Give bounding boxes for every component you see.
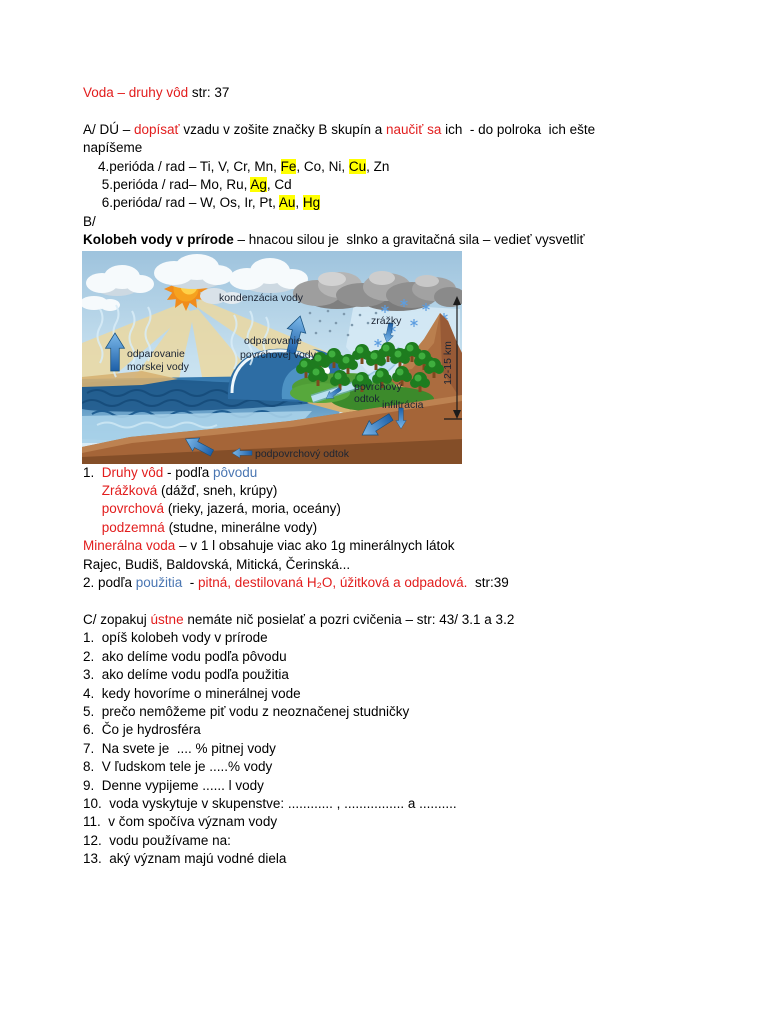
text-segment: Druhy vôd (101, 464, 164, 480)
title-line (83, 84, 731, 102)
label-height-km: 12-15 km (442, 340, 454, 385)
question-9 (83, 777, 731, 795)
text-segment: C/ zopakuj (83, 611, 151, 627)
text-segment: Voda – druhy vôd (83, 85, 189, 100)
text-segment: 1. opíš kolobeh vody v prírode (83, 630, 268, 646)
question-1 (83, 629, 731, 647)
section-c-line (83, 611, 731, 629)
question-12 (83, 832, 731, 850)
label-evaporation-surface-2: povrchovej vody (240, 348, 316, 361)
text-segment: Kolobeh vody v prírode (83, 232, 234, 248)
povrchova-line (83, 500, 731, 518)
text-block-top (83, 84, 731, 250)
text-segment: 6.perióda/ rad – W, Os, Ir, Pt, (83, 195, 279, 211)
text-segment: vzadu v zošite značky B skupín a (179, 121, 386, 137)
text-segment: 7. Na svete je .... % pitnej vody (83, 740, 276, 756)
text-segment: napíšeme (83, 140, 143, 156)
blank-line (83, 593, 731, 611)
text-segment: 10. voda vyskytuje v skupenstve: ............ , ................ a .......... (83, 795, 457, 811)
question-5 (83, 703, 731, 721)
water-cycle-diagram (82, 251, 462, 464)
text-segment: Minerálna voda (83, 538, 176, 554)
text-segment: 5.perióda / rad– Mo, Ru, (83, 177, 251, 193)
text-segment: Ag (250, 177, 267, 193)
text-segment (83, 483, 102, 498)
label-evaporation-sea-1: odparovanie (127, 347, 185, 360)
text-segment: Rajec, Budiš, Baldovská, Mitická, Čerinská... (83, 556, 351, 572)
text-segment: 2. podľa (83, 575, 136, 591)
period-6-line (83, 194, 731, 212)
question-10 (83, 795, 731, 813)
text-segment: ústne (150, 611, 184, 627)
text-segment: (rieky, jazerá, moria, oceány) (164, 501, 341, 517)
text-segment: 8. V ľudskom tele je .....% vody (83, 759, 273, 775)
label-infiltration: infiltrácia (382, 398, 424, 411)
mineralna-line (83, 537, 731, 555)
question-8 (83, 758, 731, 776)
question-3 (83, 666, 731, 684)
druhy-vod-line (83, 464, 731, 482)
text-segment: Au (278, 195, 296, 211)
period-5-line (83, 176, 731, 194)
brands-line (83, 556, 731, 574)
text-segment: 6. Čo je hydrosféra (83, 722, 201, 738)
text-segment: str: 37 (188, 85, 230, 100)
text-segment (83, 501, 102, 516)
text-segment: povrchová (101, 501, 165, 517)
label-surface-runoff-1: povrchový (354, 380, 402, 393)
text-segment: 4.perióda / rad – Ti, V, Cr, Mn, (83, 158, 281, 174)
text-segment: 12. vodu používame na: (83, 832, 231, 848)
text-segment: Zrážková (101, 483, 158, 499)
podzemna-line (83, 519, 731, 537)
text-segment: - (182, 575, 199, 591)
pouzitia-line (83, 574, 731, 592)
question-11 (83, 813, 731, 831)
label-precipitation: zrážky (371, 314, 402, 327)
kolobeh-line (83, 231, 731, 249)
text-segment: B/ (83, 213, 96, 229)
period-4-line (83, 158, 731, 176)
text-segment: Hg (302, 195, 321, 211)
question-7 (83, 740, 731, 758)
text-segment: – v 1 l obsahuje viac ako 1g minerálnych látok (175, 538, 455, 554)
text-segment: dopísať (134, 121, 180, 137)
label-surface-runoff-2: odtok (354, 392, 380, 405)
question-6 (83, 721, 731, 739)
homework-line-2 (83, 139, 731, 157)
text-segment: 1. (83, 464, 102, 480)
document-page (83, 84, 731, 869)
text-segment: použitia (135, 575, 183, 591)
text-segment: , Zn (366, 158, 390, 174)
text-segment: ich - do polroka ich ešte (441, 121, 596, 137)
text-segment: podzemná (101, 519, 165, 535)
blank-line (83, 102, 731, 120)
text-segment: 5. prečo nemôžeme piť vodu z neoznačenej studničky (83, 703, 410, 719)
question-13 (83, 850, 731, 868)
text-segment: A/ DÚ – (83, 121, 135, 137)
text-segment: str:39 (467, 575, 509, 591)
text-segment: Fe (280, 158, 297, 174)
text-segment: 4. kedy hovoríme o minerálnej vode (83, 685, 301, 701)
text-segment: , Cd (266, 177, 292, 193)
text-segment: 3. ako delíme vodu podľa použitia (83, 667, 289, 683)
section-b-line (83, 213, 731, 231)
label-subsurface-runoff: podpovrchový odtok (255, 447, 349, 460)
text-segment: 13. aký význam majú vodné diela (83, 851, 287, 867)
question-4 (83, 685, 731, 703)
label-condensation: kondenzácia vody (219, 291, 304, 304)
text-segment: Cu (348, 158, 367, 174)
label-evaporation-surface-1: odparovanie (244, 334, 302, 347)
homework-line (83, 121, 731, 139)
text-segment: – hnacou silou je slnko a gravitačná sila – vedieť vysvetliť (233, 232, 585, 248)
text-segment: , Co, Ni, (296, 158, 349, 174)
text-block-bottom (83, 464, 731, 869)
text-segment: (dážď, sneh, krúpy) (157, 483, 278, 499)
text-segment: 9. Denne vypijeme ...... l vody (83, 777, 264, 793)
text-segment: (studne, minerálne vody) (164, 519, 318, 535)
text-segment: 2. ako delíme vodu podľa pôvodu (83, 648, 287, 664)
question-2 (83, 648, 731, 666)
text-segment: pitná, destilovaná H₂O, úžitková a odpadová. (198, 575, 468, 591)
text-segment: 11. v čom spočíva význam vody (83, 814, 278, 830)
label-evaporation-sea-2: morskej vody (127, 360, 189, 373)
zrazkova-line (83, 482, 731, 500)
text-segment: pôvodu (213, 464, 258, 480)
text-segment (83, 520, 102, 535)
text-segment: , (295, 195, 303, 211)
text-segment: - podľa (163, 464, 214, 480)
text-segment: naučiť sa (385, 121, 442, 137)
text-segment: nemáte nič posielať a pozri cvičenia – str: 43/ 3.1 a 3.2 (183, 611, 515, 627)
